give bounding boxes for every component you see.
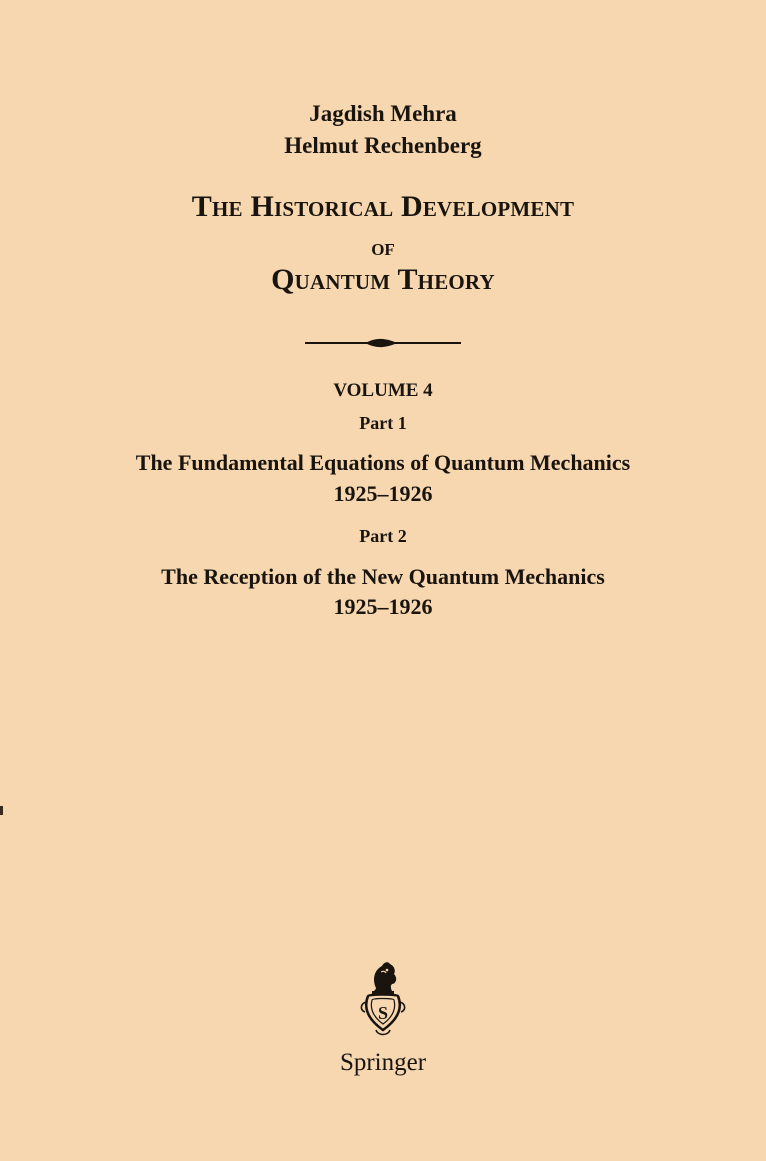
divider-ornament-icon <box>305 335 461 351</box>
springer-knight-logo-icon <box>358 958 408 1046</box>
publisher-name: Springer <box>339 1049 427 1076</box>
volume-label: VOLUME 4 <box>333 380 433 401</box>
part-label: Part 1 <box>359 413 407 433</box>
author-name: Helmut Rechenberg <box>284 133 482 158</box>
edge-mark <box>0 806 3 815</box>
book-title-line: The Historical Development <box>191 190 575 223</box>
book-title-line: of <box>371 235 395 261</box>
part-title: The Fundamental Equations of Quantum Mechanics <box>135 450 631 475</box>
part-title: The Reception of the New Quantum Mechanics <box>161 564 605 589</box>
author-name: Jagdish Mehra <box>309 101 457 126</box>
part-years: 1925–1926 <box>333 481 433 506</box>
part-label: Part 2 <box>359 526 407 546</box>
part-years: 1925–1926 <box>333 594 433 619</box>
svg-text:S: S <box>377 1003 389 1023</box>
book-title-line: Quantum Theory <box>271 263 495 296</box>
